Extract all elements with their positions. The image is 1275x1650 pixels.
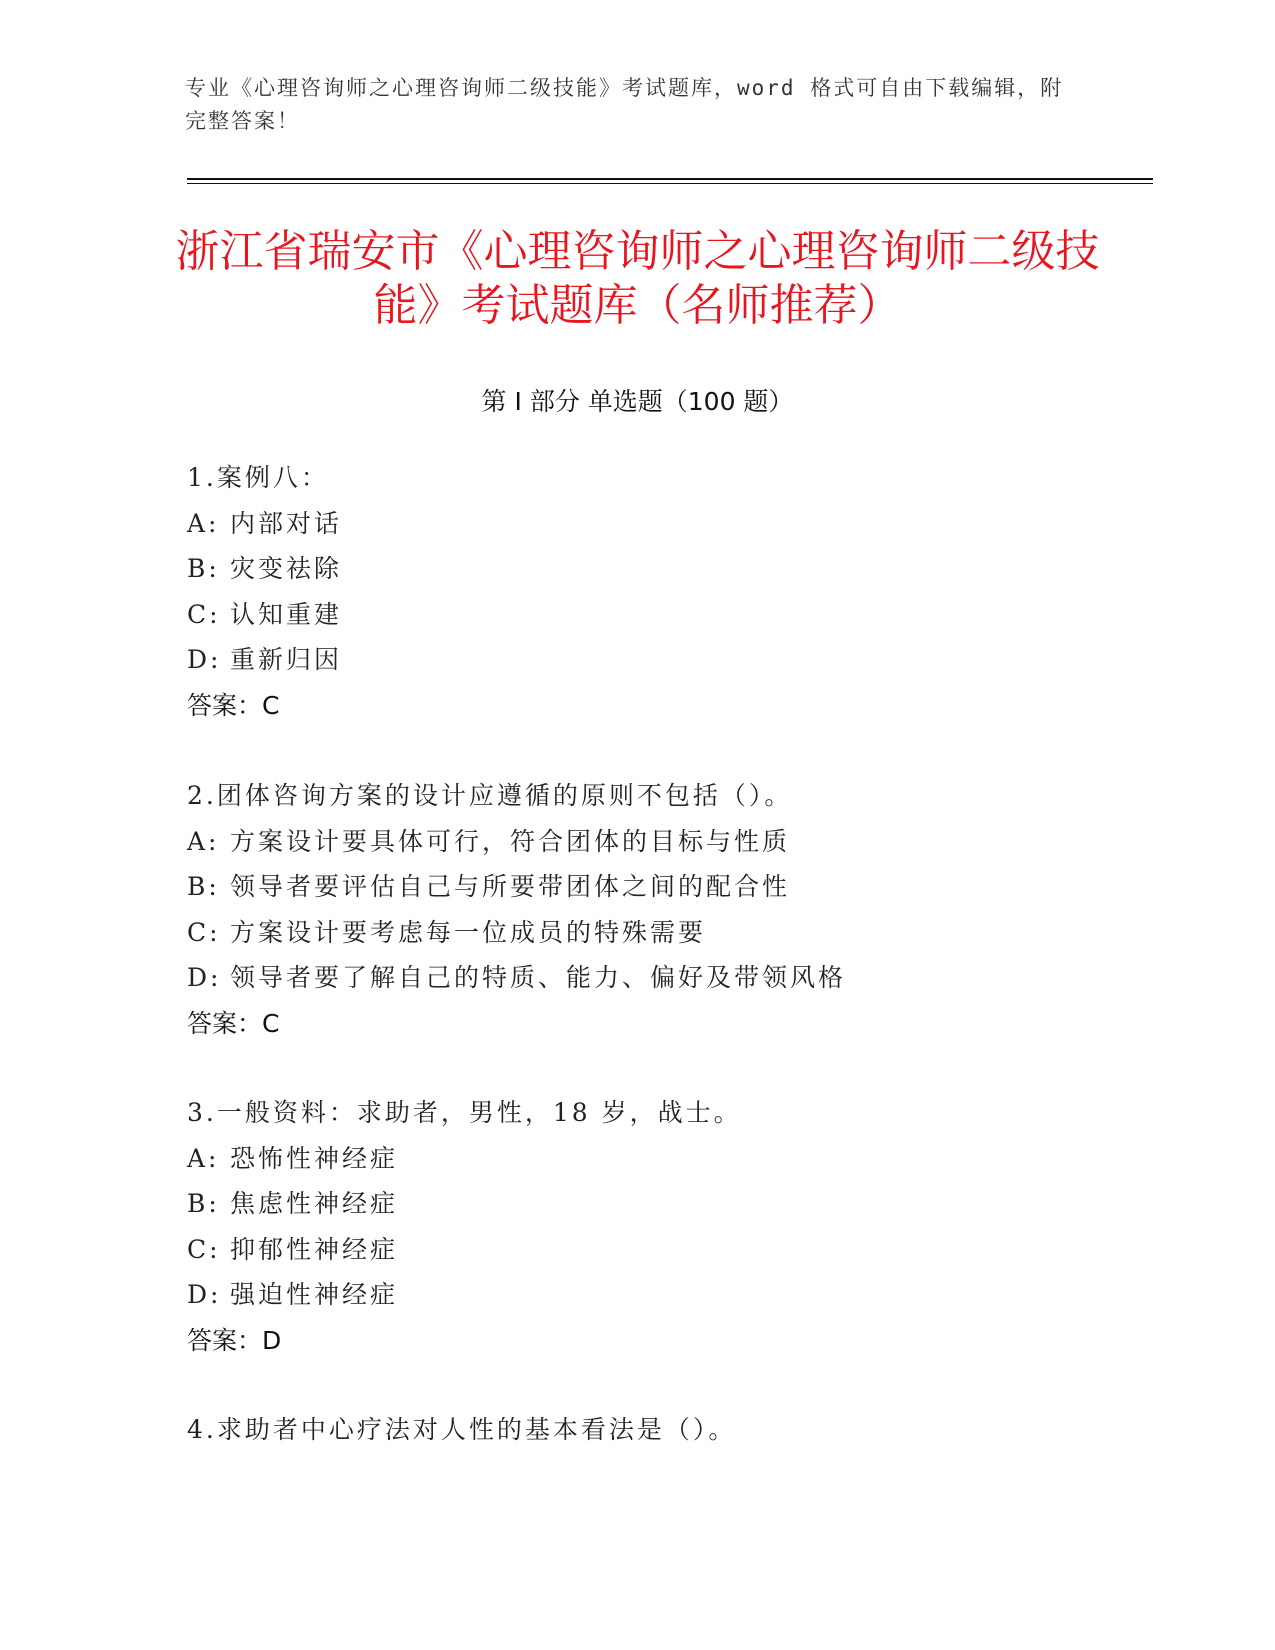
option-text: 灾变祛除 bbox=[230, 554, 343, 583]
answer-label: 答案： bbox=[187, 1008, 263, 1038]
option-d bbox=[187, 955, 1087, 1001]
question-3 bbox=[187, 1090, 1087, 1363]
option-key: B: bbox=[187, 1189, 220, 1218]
option-text: 方案设计要具体可行，符合团体的目标与性质 bbox=[230, 826, 791, 856]
option-d bbox=[187, 1272, 1087, 1318]
option-a bbox=[187, 501, 1087, 547]
option-text: 抑郁性神经症 bbox=[230, 1234, 399, 1264]
option-key: B: bbox=[187, 554, 220, 583]
option-key: C: bbox=[187, 599, 221, 629]
document-title: 浙江省瑞安市《心理咨询师之心理咨询师二级技能》考试题库（名师推荐） bbox=[175, 226, 1100, 331]
option-text: 恐怖性神经症 bbox=[230, 1143, 399, 1173]
answer-line bbox=[187, 1318, 1087, 1364]
option-c bbox=[187, 1227, 1087, 1273]
option-key: C: bbox=[187, 1234, 221, 1264]
option-key: A: bbox=[187, 1143, 220, 1173]
option-d bbox=[187, 637, 1087, 683]
option-b bbox=[187, 1181, 1087, 1227]
answer-value: C bbox=[262, 690, 280, 720]
option-text: 内部对话 bbox=[230, 508, 343, 538]
answer-value: C bbox=[262, 1008, 280, 1038]
option-text: 方案设计要考虑每一位成员的特殊需要 bbox=[230, 917, 707, 947]
option-text: 焦虑性神经症 bbox=[230, 1189, 399, 1218]
option-text: 强迫性神经症 bbox=[230, 1280, 399, 1309]
option-a bbox=[187, 819, 1087, 865]
option-key: D: bbox=[187, 963, 222, 992]
question-stem: 4.求助者中心疗法对人性的基本看法是（）。 bbox=[187, 1415, 737, 1444]
option-text: 重新归因 bbox=[230, 645, 343, 674]
question-2 bbox=[187, 773, 1087, 1046]
option-key: D: bbox=[187, 645, 222, 674]
question-stem: 1.案例八： bbox=[187, 463, 329, 492]
answer-value: D bbox=[262, 1325, 282, 1355]
answer-label: 答案： bbox=[187, 1325, 263, 1355]
option-b bbox=[187, 546, 1087, 592]
question-4 bbox=[187, 1407, 1087, 1453]
header-rule-thin bbox=[187, 183, 1153, 184]
section-heading: 第 I 部分 单选题（100 题） bbox=[481, 387, 794, 416]
option-text: 领导者要评估自己与所要带团体之间的配合性 bbox=[230, 872, 791, 901]
question-1 bbox=[187, 455, 1087, 728]
question-stem: 2.团体咨询方案的设计应遵循的原则不包括（）。 bbox=[187, 781, 793, 810]
option-key: C: bbox=[187, 917, 221, 947]
option-c bbox=[187, 592, 1087, 638]
option-c bbox=[187, 910, 1087, 956]
option-key: A: bbox=[187, 826, 220, 856]
option-b bbox=[187, 864, 1087, 910]
option-key: A: bbox=[187, 508, 220, 538]
question-stem: 3.一般资料：求助者，男性，18 岁，战士。 bbox=[187, 1098, 742, 1127]
option-key: B: bbox=[187, 872, 220, 901]
option-text: 领导者要了解自己的特质、能力、偏好及带领风格 bbox=[230, 963, 847, 992]
answer-line bbox=[187, 1001, 1087, 1047]
option-key: D: bbox=[187, 1280, 222, 1309]
header-note: 专业《心理咨询师之心理咨询师二级技能》考试题库，word 格式可自由下载编辑，附完整答案！ bbox=[185, 76, 1064, 133]
option-a bbox=[187, 1136, 1087, 1182]
option-text: 认知重建 bbox=[230, 599, 343, 629]
answer-label: 答案： bbox=[187, 690, 263, 720]
answer-line bbox=[187, 683, 1087, 729]
header-rule-thick bbox=[187, 178, 1153, 180]
